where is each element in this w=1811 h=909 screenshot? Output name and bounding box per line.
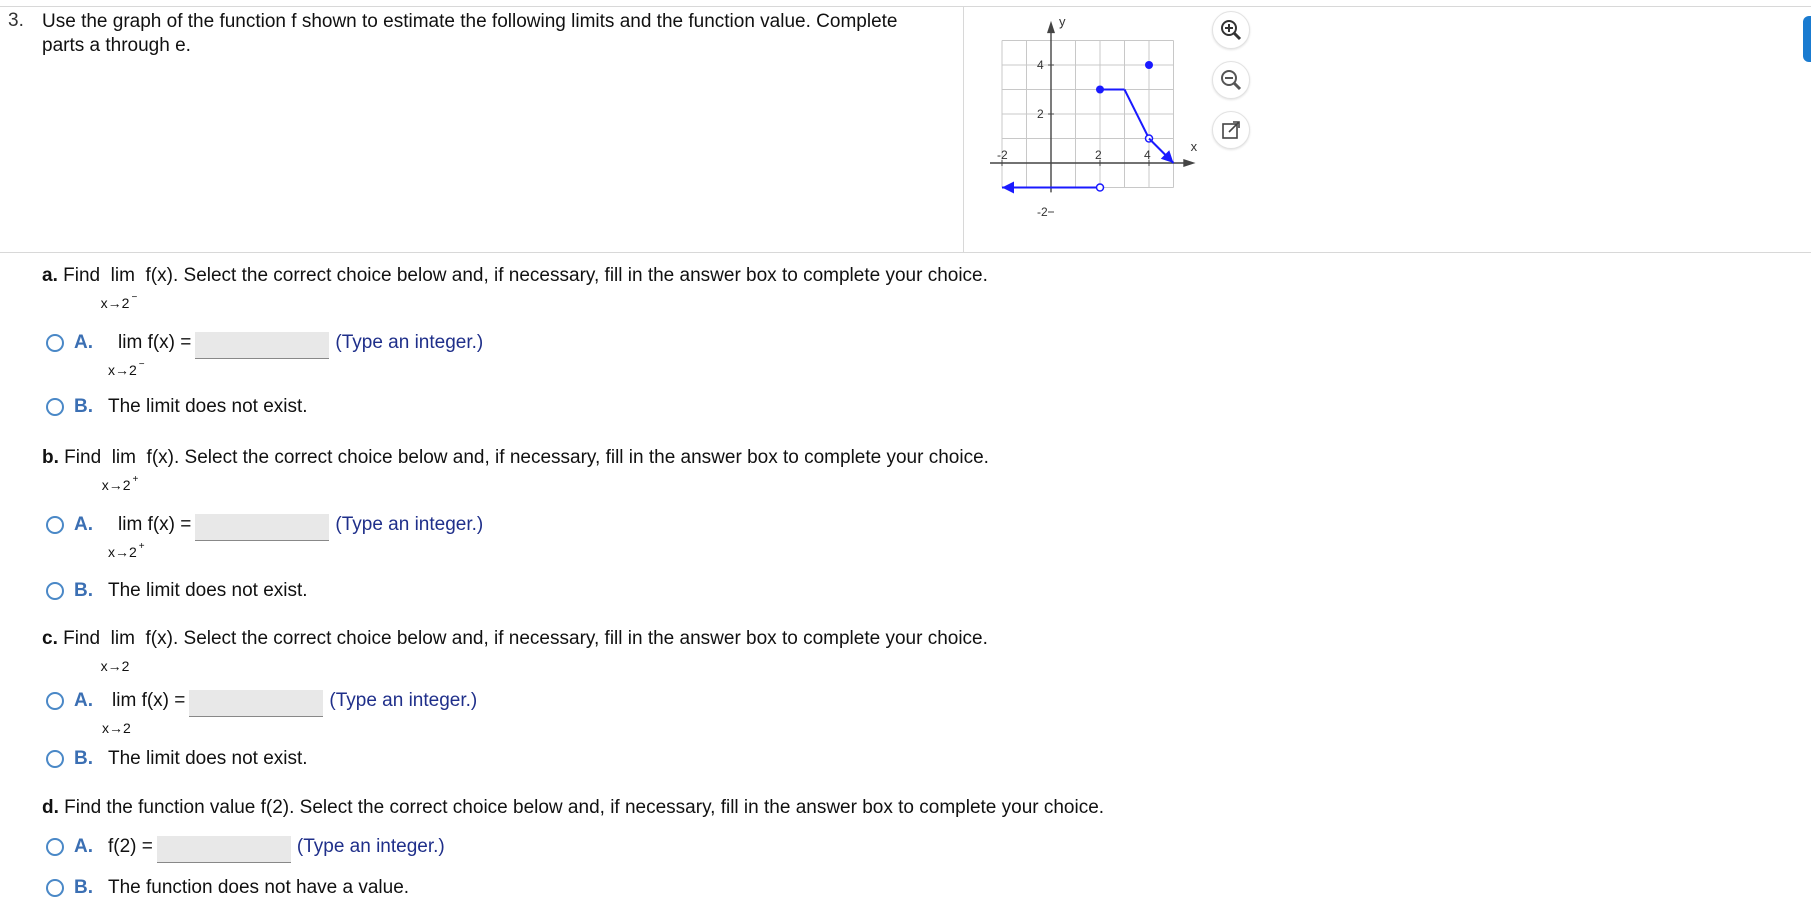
part-d-optA-fx: f(2) = [108,836,153,857]
top-rule [0,6,1811,7]
part-d-option-a[interactable] [46,836,445,863]
part-a-option-b-radio[interactable] [46,398,64,416]
zoom-out-icon [1220,69,1242,91]
part-b-optB-text: The limit does not exist. [108,580,308,601]
part-c-optA-fx: f(x) = [141,690,186,711]
part-c-lim: lim x→2 [100,628,135,674]
x-tick-label: -2 [997,148,1008,162]
part-a-rest: Select the correct choice below and, if necessary, fill in the answer box to complete your choice. [183,265,988,286]
part-c-label: c. [42,628,58,649]
part-a-prefix: Find [63,265,101,286]
part-b-option-b[interactable] [46,580,308,602]
part-d-option-b[interactable] [46,877,409,899]
part-b-rest: Select the correct choice below and, if necessary, fill in the answer box to complete your choice. [184,447,989,468]
closed-point [1145,61,1153,69]
graph-arrowhead [1002,182,1014,194]
question-number: 3. [8,10,24,31]
part-c-option-b[interactable] [46,748,308,770]
part-a-hint: (Type an integer.) [335,332,484,353]
part-a-optA-fx: f(x) = [147,332,192,353]
x-tick-label: 2 [1095,148,1102,162]
part-b-optA-fx: f(x) = [147,514,192,535]
part-b-label: b. [42,447,59,468]
part-c-optB-text: The limit does not exist. [108,748,308,769]
y-axis-label: y [1059,13,1066,29]
part-b-prompt [42,447,989,493]
x-tick-label: 4 [1144,148,1151,162]
side-panel-tab[interactable] [1803,16,1811,62]
part-a-option-a[interactable] [46,332,484,378]
y-tick-label: 4 [1037,58,1044,72]
part-b-option-a-radio[interactable] [46,516,64,534]
part-c-answer-input[interactable] [189,690,323,717]
y-axis-arrow [1047,21,1055,33]
zoom-out-button[interactable] [1212,61,1250,99]
part-b-func: f(x). [146,447,180,468]
part-b-hint: (Type an integer.) [335,514,484,535]
part-b-optA-lim: lim x→2 + [108,514,145,560]
option-letter: A. [74,332,93,353]
part-a-optB-text: The limit does not exist. [108,396,308,417]
y-tick-label: -2 [1037,205,1048,219]
closed-point [1096,86,1104,94]
part-b-prefix: Find [64,447,102,468]
option-letter: A. [74,690,93,711]
part-c-prefix: Find [63,628,101,649]
part-c-prompt [42,628,988,674]
part-a-lim-sub: x→2 − [100,292,138,311]
option-letter: A. [74,836,93,857]
header-rule [0,252,1811,253]
part-d-prompt [42,797,1104,819]
part-c-func: f(x). [145,628,179,649]
zoom-in-icon [1220,19,1242,41]
part-a-prompt [42,265,988,311]
part-d-optB-text: The function does not have a value. [108,877,410,898]
part-c-optA-lim: lim x→2 [102,690,137,736]
part-b-option-b-radio[interactable] [46,582,64,600]
popout-button[interactable] [1212,111,1250,149]
part-a-lim-word: lim [110,265,135,286]
part-d-answer-input[interactable] [157,836,291,863]
option-letter: B. [74,396,93,417]
open-point [1097,184,1104,191]
part-b-lim: lim x→2 + [101,447,139,493]
graph-plot [1002,61,1174,194]
part-a-func: f(x). [145,265,179,286]
option-letter: B. [74,748,93,769]
part-a-label: a. [42,265,58,286]
question-text: Use the graph of the function f shown to estimate the following limits and the function value. Complete parts a through e. [42,11,898,56]
part-a-answer-input[interactable] [195,332,329,359]
function-graph [990,8,1215,223]
part-a-option-a-radio[interactable] [46,334,64,352]
part-d-option-b-radio[interactable] [46,879,64,897]
part-b-option-a[interactable] [46,514,484,560]
part-a-lim [100,265,138,311]
option-letter: B. [74,580,93,601]
x-axis-label: x [1190,139,1198,154]
part-b-answer-input[interactable] [195,514,329,541]
header-separator [963,6,964,253]
part-d-hint: (Type an integer.) [296,836,445,857]
part-d-option-a-radio[interactable] [46,838,64,856]
part-a-optA-lim: lim x→2 − [108,332,145,378]
x-axis-arrow [1183,159,1195,167]
y-tick-label: 2 [1037,107,1044,121]
part-c-hint: (Type an integer.) [329,690,478,711]
part-a-option-b[interactable] [46,396,308,418]
part-c-option-a-radio[interactable] [46,692,64,710]
popout-icon [1221,120,1241,140]
part-d-text: Find the function value f(2). Select the correct choice below and, if necessary, fill in the answer box to complete your choice. [64,797,1105,818]
zoom-in-button[interactable] [1212,11,1250,49]
option-letter: A. [74,514,93,535]
option-letter: B. [74,877,93,898]
part-c-rest: Select the correct choice below and, if necessary, fill in the answer box to complete your choice. [183,628,988,649]
part-c-option-b-radio[interactable] [46,750,64,768]
part-d-label: d. [42,797,59,818]
part-c-option-a[interactable] [46,690,478,736]
